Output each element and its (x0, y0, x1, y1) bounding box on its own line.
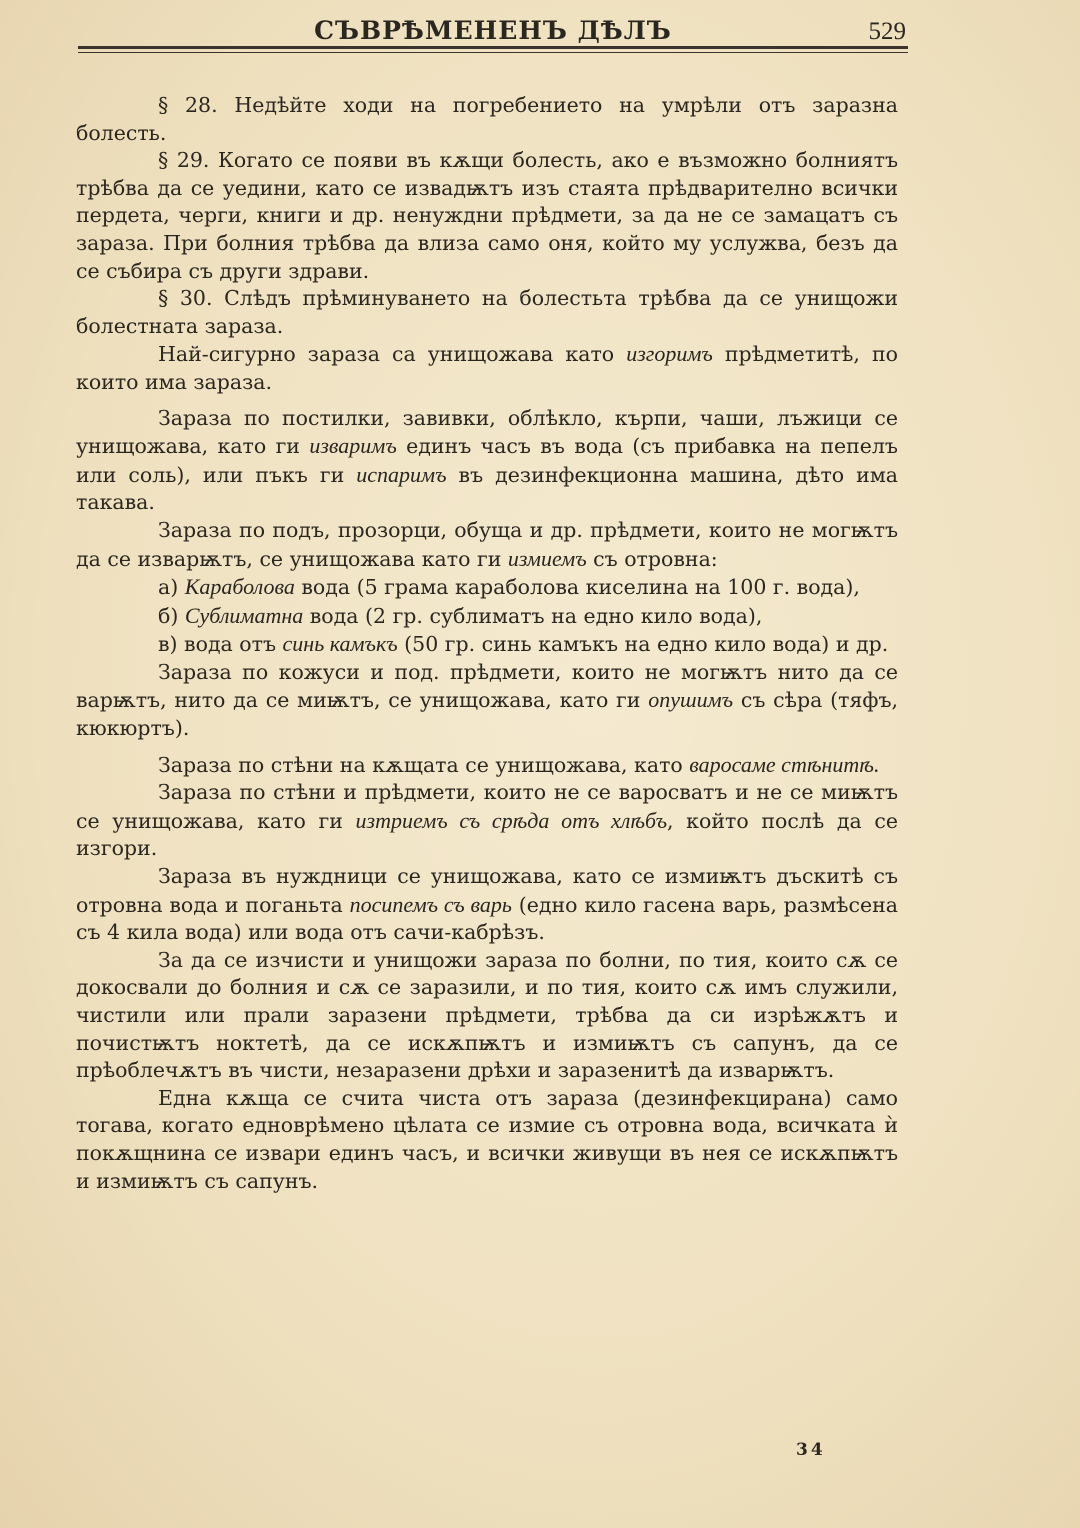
paragraph (76, 92, 898, 147)
header-rule-thick (78, 46, 908, 49)
text-run: вода (2 гр. сублиматъ на едно кило вода), (303, 603, 763, 628)
italic-emphasis: изваримъ (309, 433, 397, 459)
text-run: прѣдметитѣ, по които има зараза. (76, 342, 898, 394)
header-rule-thin (78, 52, 908, 53)
text-run: (едно кило гасена варь, размѣсена съ 4 кила вода) или вода отъ сачи-кабрѣзъ. (76, 892, 898, 945)
paragraph (76, 659, 898, 743)
italic-emphasis: изтриемъ съ срѣда отъ хлѣбъ (355, 807, 667, 833)
paragraph (76, 779, 898, 863)
paragraph (76, 1085, 898, 1195)
paragraph (76, 147, 898, 285)
text-run: Зараза по кожуси и под. прѣдмети, които не могѭтъ нито да се варѭтъ, нито да се миѭтъ, се унищожава, като ги (76, 659, 898, 713)
italic-emphasis: варосаме стѣнитѣ. (689, 751, 880, 777)
italic-emphasis: измиемъ (507, 545, 587, 571)
italic-emphasis: синь камъкъ (282, 631, 398, 657)
text-run: Зараза по стѣни и прѣдмети, които не се варосватъ и не се миѭтъ се унищожава, като ги (76, 780, 898, 833)
text-run: б) (158, 603, 185, 628)
page-header (78, 6, 908, 46)
text-run: съ сѣра (тяфъ, кюкюртъ). (76, 688, 899, 741)
paragraph (76, 340, 898, 396)
paragraph (76, 863, 898, 947)
page-number: 529 (868, 18, 906, 45)
text-run: Зараза по постилки, завивки, облѣкло, кърпи, чаши, лъжици се унищожава, като ги (76, 405, 898, 459)
text-run: § 29. Когато се появи въ кѫщи болесть, ако е възможно болниятъ трѣбва да се уедини, като се извадѭтъ изъ стаята прѣдварително всички пердета, черги, книги и др. ненуждни прѣдмети, за да не се замацатъ съ зараза. При болния трѣбва да влиза само оня, който му услужва, безъ да се събира съ други здрави. (76, 148, 898, 283)
paragraph (76, 285, 898, 340)
text-run: а) (158, 575, 185, 600)
text-run: съ отровна: (586, 546, 718, 571)
paragraph (76, 630, 898, 659)
text-run: в) вода отъ (158, 632, 283, 657)
text-run: За да се изчисти и унищожи зараза по болни, по тия, които сѫ се докосвали до болния и сѫ се заразили, и по тия, които сѫ имъ служили, чистили или прали заразени прѣдмети, трѣбва да си изрѣжѫтъ и почистѭтъ ноктетѣ, да се искѫпѭтъ и измиѭтъ съ сапунъ, да се прѣоблечѫтъ въ чисти, незаразени дрѣхи и заразенитѣ да изварѭтъ. (76, 947, 898, 1083)
text-run: Зараза въ нуждници се унищожава, като се измиѭтъ дъскитѣ съ отровна вода и поганьта (76, 864, 898, 917)
text-run: Зараза по подъ, прозорци, обуща и др. прѣдмети, които не могѭтъ да се изварѭтъ, се унищожава като ги (76, 517, 898, 571)
text-run: § 28. Недѣйте ходи на погребението на умрѣли отъ заразна болесть. (76, 93, 898, 145)
text-run: Една кѫща се счита чиста отъ зараза (дезинфекцирана) само тогава, когато едноврѣмено цѣлата се измие съ отровна вода, всичката ѝ покѫщнина се извари единъ часъ, и всички живущи въ нея се искѫпѭтъ и измиѭтъ съ сапунъ. (76, 1085, 898, 1193)
running-title: СЪВРѢМЕНЕНЪ ДѢЛЪ (314, 16, 672, 45)
paragraph (76, 405, 898, 517)
paragraph (76, 517, 898, 573)
body-text (76, 92, 898, 1195)
paragraph (76, 947, 898, 1085)
paragraph (76, 602, 898, 631)
italic-emphasis: Сублиматна (184, 602, 304, 628)
text-run: въ дезинфекционна машина, дѣто има такава. (76, 462, 898, 515)
paragraph (76, 751, 898, 780)
italic-emphasis: изгоримъ (626, 341, 713, 367)
text-run: вода (5 грама караболова киселина на 100 г. вода), (294, 575, 860, 600)
text-run: единъ часъ въ вода (съ прибавка на пепелъ или соль), или пъкъ ги (76, 434, 898, 487)
italic-emphasis: Караболова (184, 574, 295, 600)
text-run: § 30. Слѣдъ прѣминуването на болестьта трѣбва да се унищожи болестната зараза. (76, 286, 898, 338)
italic-emphasis: посипемъ съ варь (349, 891, 512, 917)
paragraph (76, 573, 898, 602)
text-run: (50 гр. синь камъкъ на едно кило вода) и др. (397, 632, 889, 657)
italic-emphasis: опушимъ (648, 687, 734, 713)
italic-emphasis: испаримъ (356, 461, 447, 487)
text-run: Зараза по стѣни на кѫщата се унищожава, като (158, 752, 690, 777)
text-run: , който послѣ да се изгори. (76, 808, 898, 861)
text-run: Най-сигурно зараза са унищожава като (158, 342, 627, 367)
printer-signature: 34 (796, 1440, 826, 1460)
